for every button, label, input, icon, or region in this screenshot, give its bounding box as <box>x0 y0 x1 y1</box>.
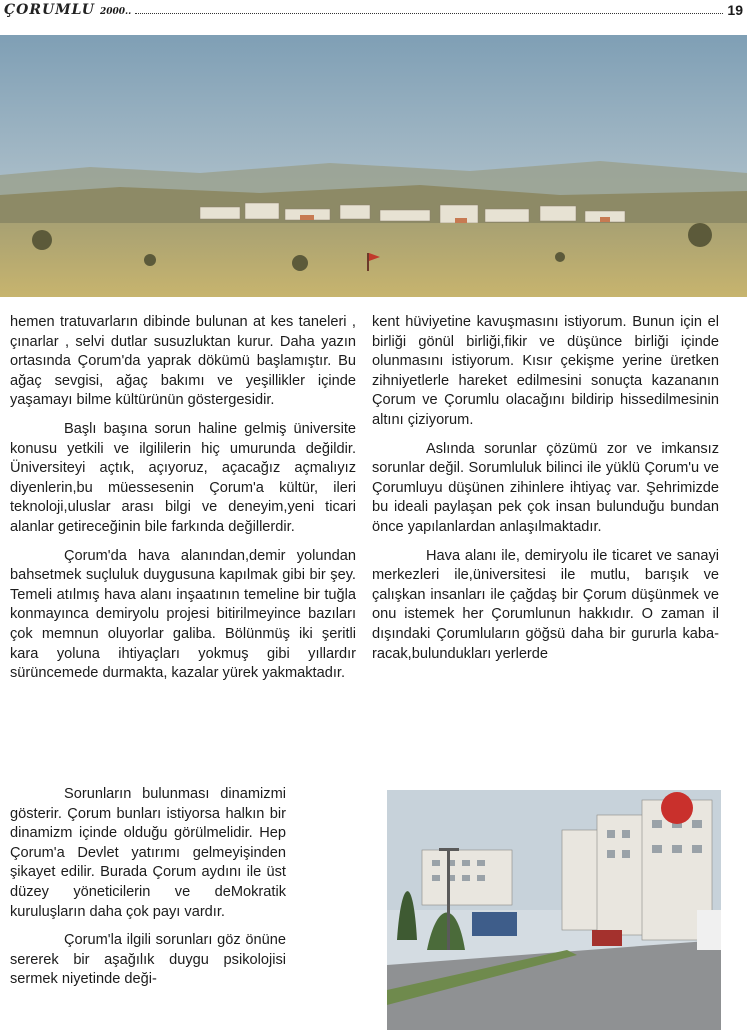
left-paragraph-1: hemen tratuvarların dibinde bulunan at kes taneleri , çınarlar , selvi dutlar susuzluktan kurur. Daha yazın ortasında Çorum'da yaprak dökümü başlamıştır. Bu ağaç sevgisi, ağaç bakımı ve yeşillikler içinde yaşamayı bilme kültürünün göstergesidir. <box>10 314 356 409</box>
page-header <box>4 0 743 18</box>
header-dotted-leader <box>135 12 723 14</box>
magazine-title: ÇORUMLU <box>4 2 95 18</box>
right-paragraph-3: Hava alanı ile, demiryolu ile ticaret ve sanayi merkezleri ile,üniversitesi ile mutlu, barışık ve çalışkan insanları ile çağdaş bir Çorum düşünmek ve onu istemek her Çorumlunun hakkıdır. O zaman il dışındaki Çorumluların göğsü daha bir gururla kaba-racak,bulundukları yerlerde <box>372 547 719 662</box>
landscape-illustration <box>0 35 747 297</box>
street-illustration <box>387 790 721 1030</box>
street-photo <box>387 790 721 1030</box>
right-paragraph-2: Aslında sorunlar çözümü zor ve imkansız sorunlar değil. Sorumluluk bilinci ile yüklü Çorum'u ve Çorumluyu düşünen zihinlere ihtiyaç var. Şehrimizde bu ideali paylaşan pek çok insan bulunduğu bundan önce yapılanlardan anlaşılmaktadır. <box>372 440 719 535</box>
left-column-lower <box>10 785 286 999</box>
landscape-photo <box>0 35 747 297</box>
left-paragraph-3: Çorum'da hava alanından,demir yolundan bahsetmek suçluluk duygusuna kapılmak gibi bir şey. Temeli atılmış hava alanı inşaatının temeline bir tuğla konmayınca demiryolu projesi bitirilmeyince bazıları çok memnun oluyorlar galiba. Bölünmüş iki şeritli kara yoluna ihtiyaçları yokmuş gibi yıllardır sürüncemede durmakta, kazalar yürek yakmaktadır. <box>10 547 356 682</box>
page-number: 19 <box>727 2 743 18</box>
magazine-year: 2000.. <box>99 7 132 17</box>
left-paragraph-2: Başlı başına sorun haline gelmiş üniversite konusu yetkili ve ilgililerin hiç umurunda değildir. Üniversiteyi açtık, açıyoruz, açacağız açmalıyız diyenlerin,bu müessesenin Çorum'a kültür, ileri teknoloji,uluslar arası bilgi ve deneyim,yeni ticari alanlar getireceğinin bile farkında değillerdir. <box>10 420 356 535</box>
right-paragraph-1: kent hüviyetine kavuşmasını istiyorum. Bunun için el birliği gönül birliği,fikir ve düşünce birliği içinde olunmasını istiyorum. Kısır çekişme yerine üretken zihniyetlerle hareket edilmesini sonuçta kazananın Çorum ve Çorumlu olacağını bildirip hissedilmesinin altını çiziyorum. <box>372 314 719 428</box>
left-paragraph-5: Çorum'la ilgili sorunları göz önüne sererek bir aşağılık duygu psikolojisi sermek niyetinde deği- <box>10 932 286 988</box>
right-column <box>372 313 719 673</box>
left-column-upper <box>10 313 356 693</box>
left-paragraph-4: Sorunların bulunması dinamizmi gösterir. Çorum bunları istiyorsa halkın bir dinamizm içinde olduğu görülmelidir. Hep Çorum'a Devlet yatırımı gelmeyişinden şikayet edilir. Burada Çorum aydını ile üst düzey yöneticilerin ve deMokratik kuruluşların daha çok payı vardır. <box>10 786 286 920</box>
